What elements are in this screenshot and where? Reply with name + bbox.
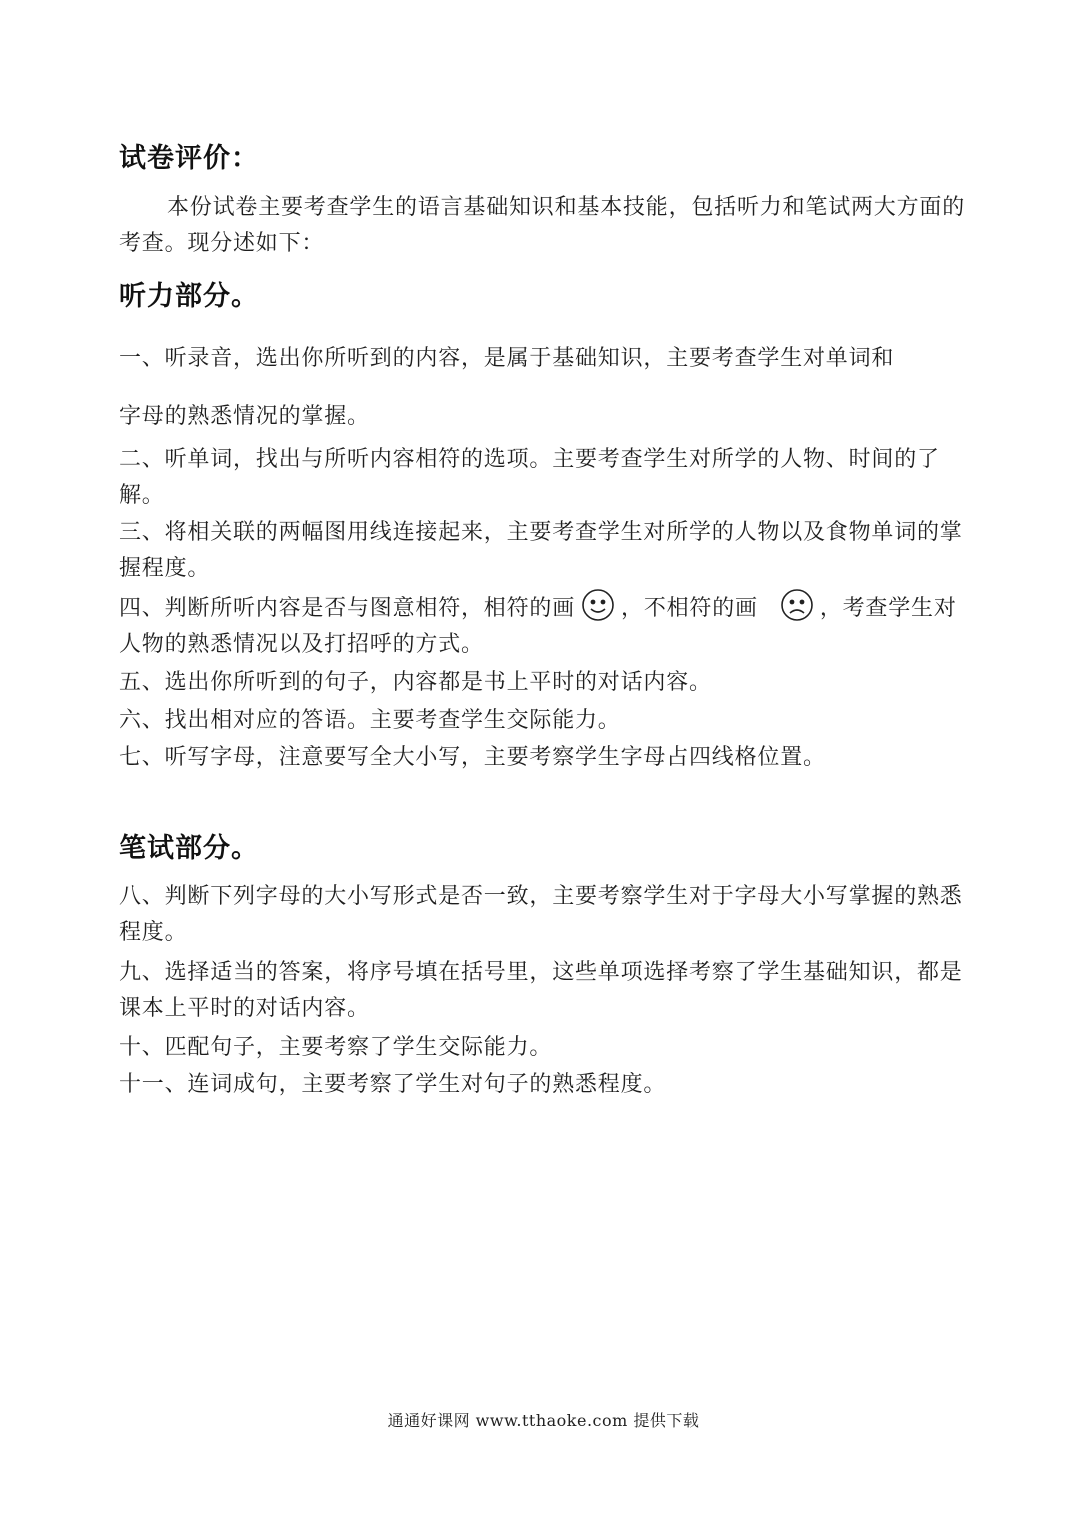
listening-item-1-cont: 字母的熟悉情况的掌握。 [119, 404, 370, 429]
listening-item-4-part3: ，考查学生对人物的熟悉情况以及打招呼的方式。 [119, 596, 957, 657]
listening-item-4-part2: ，不相符的画 [621, 596, 758, 621]
listening-item-2: 二、听单词，找出与所听内容相符的选项。主要考查学生对所学的人物、时间的了解。 [119, 447, 940, 508]
written-item-8: 八、判断下列字母的大小写形式是否一致，主要考察学生对于字母大小写掌握的熟悉程度。 [119, 884, 963, 945]
listening-section-title: 听力部分。 [119, 281, 259, 312]
written-item-11: 十一、连词成句，主要考察了学生对句子的熟悉程度。 [119, 1072, 667, 1097]
listening-item-4 [119, 591, 971, 663]
written-item-9: 九、选择适当的答案，将序号填在括号里，这些单项选择考察了学生基础知识，都是课本上平时的对话内容。 [119, 960, 963, 1021]
written-item-10: 十、匹配句子，主要考察了学生交际能力。 [119, 1035, 553, 1060]
written-section-title: 笔试部分。 [119, 833, 259, 864]
listening-item-4-part1: 四、判断所听内容是否与图意相符，相符的画 [119, 596, 576, 621]
listening-item-5: 五、选出你所听到的句子，内容都是书上平时的对话内容。 [119, 670, 712, 695]
smiley-face-icon [581, 588, 615, 622]
listening-item-7: 七、听写字母，注意要写全大小写，主要考察学生字母占四线格位置。 [119, 745, 826, 770]
listening-item-3: 三、将相关联的两幅图用线连接起来，主要考查学生对所学的人物以及食物单词的掌握程度。 [119, 520, 963, 581]
listening-item-1: 一、听录音，选出你所听到的内容，是属于基础知识，主要考查学生对单词和 [119, 346, 895, 371]
page-title: 试卷评价： [119, 143, 259, 174]
listening-item-6: 六、找出相对应的答语。主要考查学生交际能力。 [119, 708, 621, 733]
frowning-face-icon [780, 588, 814, 622]
intro-paragraph: 本份试卷主要考查学生的语言基础知识和基本技能，包括听力和笔试两大方面的考查。现分述如下： [119, 195, 966, 256]
footer-source-note: 通通好课网 www.tthaoke.com 提供下载 [387, 1411, 700, 1430]
